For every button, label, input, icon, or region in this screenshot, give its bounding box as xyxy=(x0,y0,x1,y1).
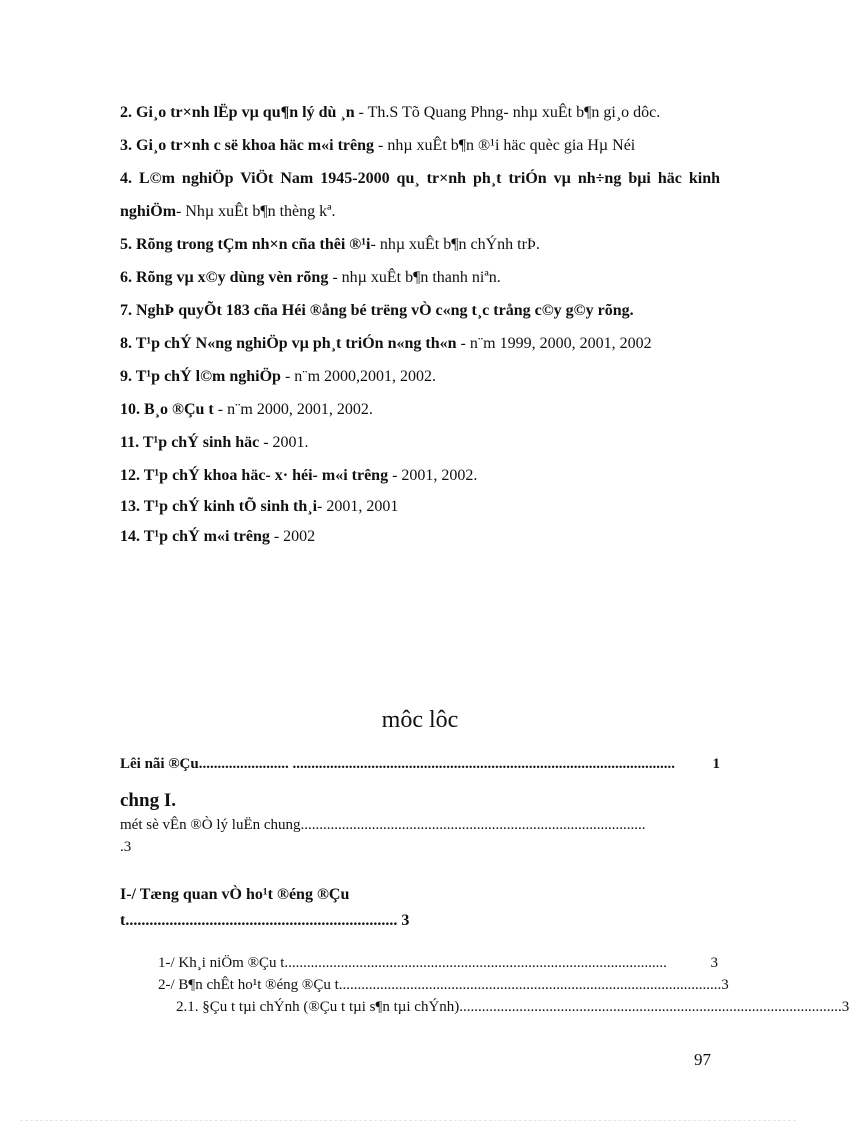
section-title: I-/ Tæng quan vÒ ho¹t ®éng ®Çu xyxy=(120,886,350,903)
reference-item: 12. T¹p chÝ khoa häc- x· héi- m«i trêng - 2001, 2002. xyxy=(120,467,478,484)
reference-item: 6. Rõng vµ x©y dùng vèn rõng - nhµ xuÊt b¶n thanh niªn. xyxy=(120,269,501,286)
leader-dots: ...................................................................................................... xyxy=(459,999,842,1015)
reference-item: 2. Gi¸o tr×nh lËp vµ qu¶n lý dù ¸n - Th.S Tõ Quang Phng- nhµ xuÊt b¶n gi¸o dôc. xyxy=(120,104,661,121)
toc-item-label: 1-/ Kh¸i niÖm ®Çu t xyxy=(158,955,285,971)
toc-intro-row[interactable] xyxy=(120,756,720,773)
reference-item: 8. T¹p chÝ N«ng nghiÖp vµ ph¸t triÓn n«ng th«n - n¨m 1999, 2000, 2001, 2002 xyxy=(120,335,652,352)
toc-item-page: 3 xyxy=(710,955,718,971)
reference-item: 7. NghÞ quyÕt 183 cña Héi ®ång bé trëng vÒ c«ng t¸c trång c©y g©y rõng. xyxy=(120,302,634,319)
toc-item-row[interactable] xyxy=(176,996,849,1018)
page-number: 97 xyxy=(694,1050,711,1069)
toc-item-page: 3 xyxy=(721,977,729,993)
toc-intro-label: Lêi nãi ®Çu xyxy=(120,756,199,772)
toc-item-row[interactable] xyxy=(158,974,729,996)
leader-dots: ...................................................................................................... xyxy=(338,977,722,993)
reference-item: 4. L©m nghiÖp ViÖt Nam 1945-2000 qu¸ tr×nh ph¸t triÓn vµ nh÷ng bµi häc kinh nghiÖm- Nhµ xuÊt b¶n thèng kª. xyxy=(120,170,720,220)
chapter-title: chng I. xyxy=(120,790,176,811)
reference-item: 11. T¹p chÝ sinh häc - 2001. xyxy=(120,434,309,451)
reference-list xyxy=(120,96,720,552)
toc-section[interactable] xyxy=(120,882,720,934)
toc-item-label: 2.1. §Çu t tµi chÝnh (®Çu t tµi s¶n tµi chÝnh) xyxy=(176,999,460,1015)
leader-dots: ...................................................................................................... xyxy=(284,955,667,971)
toc-intro-page: 1 xyxy=(712,756,720,772)
section-title-cont: t.................................................................... 3 xyxy=(120,912,410,929)
toc-item-page: 3 xyxy=(841,999,849,1015)
toc-item-row[interactable] xyxy=(158,952,718,974)
toc-chapter[interactable] xyxy=(120,788,720,858)
toc-item-label: 2-/ B¶n chÊt ho¹t ®éng ®Çu t xyxy=(158,977,339,993)
leader-dots: ........................ ...................................................................................................... xyxy=(198,756,675,772)
reference-item: 13. T¹p chÝ kinh tÕ sinh th¸i- 2001, 2001 xyxy=(120,498,399,515)
toc-heading: môc lôc xyxy=(381,707,459,733)
reference-item: 5. Rõng trong tÇm nh×n cña thêi ®¹i- nhµ xuÊt b¶n chÝnh trÞ. xyxy=(120,236,540,253)
chapter-page: .3 xyxy=(120,839,132,855)
reference-item: 10. B¸o ®Çu t - n¨m 2000, 2001, 2002. xyxy=(120,401,373,418)
reference-item: 14. T¹p chÝ m«i trêng - 2002 xyxy=(120,528,316,545)
reference-item: 9. T¹p chÝ l©m nghiÖp - n¨m 2000,2001, 2002. xyxy=(120,368,437,385)
page-bottom-divider xyxy=(20,1120,796,1121)
chapter-desc: mét sè vÊn ®Ò lý luËn chung............................................................................................ xyxy=(120,817,646,833)
reference-item: 3. Gi¸o tr×nh c së khoa häc m«i trêng - nhµ xuÊt b¶n ®¹i häc quèc gia Hµ Néi xyxy=(120,137,636,154)
